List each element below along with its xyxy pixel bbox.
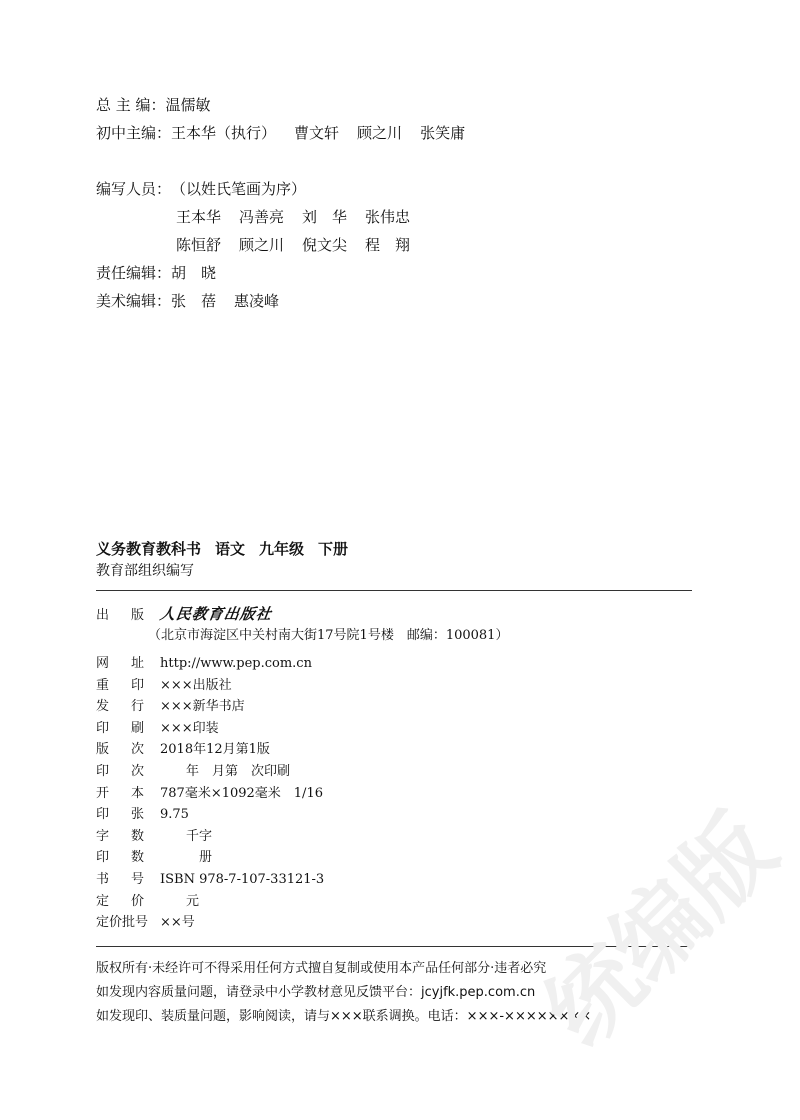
pub-row xyxy=(96,827,212,847)
pub-key xyxy=(96,740,144,760)
pub-row xyxy=(96,784,323,804)
key-char: 张 xyxy=(130,807,144,823)
publisher-address xyxy=(148,626,508,646)
pub-value: 册 xyxy=(160,850,213,866)
approval-key: 定价批号 xyxy=(96,915,149,931)
approval-row xyxy=(96,913,195,933)
pub-key xyxy=(96,827,144,847)
art-editor-row xyxy=(96,288,279,314)
pub-row xyxy=(96,762,290,782)
key-char: 开 xyxy=(96,785,110,801)
pub-row xyxy=(96,848,212,868)
pub-row xyxy=(96,805,189,825)
junior-editor-name: 曹文轩 xyxy=(294,124,340,142)
writers-names-row xyxy=(176,204,410,230)
junior-editor-name: 张笑庸 xyxy=(420,124,466,142)
book-series: 义务教育教科书 xyxy=(96,540,202,558)
key-char: 数 xyxy=(130,828,144,844)
publisher-logo: 人民教育出版社 xyxy=(158,605,274,623)
junior-editor-name: 王本华（执行） xyxy=(171,124,277,142)
print-issue-note: 如发现印、装质量问题，影响阅读，请与×××联系调换。电话：×××-×××××××× xyxy=(96,1009,592,1024)
key-char: 印 xyxy=(96,720,110,736)
pub-row xyxy=(96,740,270,760)
junior-editor-name: 顾之川 xyxy=(357,124,403,142)
pub-key xyxy=(96,784,144,804)
writers-label: 编写人员： xyxy=(96,180,172,198)
pub-key xyxy=(96,870,144,890)
pub-key xyxy=(96,805,144,825)
writers-note: （以姓氏笔画为序） xyxy=(171,180,307,198)
writer-name: 倪文尖 xyxy=(302,236,348,254)
key-char: 印 xyxy=(130,677,144,693)
pub-row xyxy=(96,870,324,890)
pub-key xyxy=(96,654,144,674)
key-char: 定 xyxy=(96,893,110,909)
writer-name: 刘 华 xyxy=(302,208,348,226)
book-title xyxy=(96,538,362,559)
key-char: 价 xyxy=(130,893,144,909)
art-editor-name: 张 蓓 xyxy=(171,292,217,310)
pub-key xyxy=(96,892,144,912)
pub-row xyxy=(96,654,312,674)
divider xyxy=(96,946,692,947)
pub-key xyxy=(96,719,144,739)
pub-value: ×××新华书店 xyxy=(160,699,245,715)
key-char: 发 xyxy=(96,699,110,715)
book-volume: 下册 xyxy=(318,540,349,558)
responsible-editor-name: 胡 晓 xyxy=(171,264,217,282)
key-char: 本 xyxy=(130,785,144,801)
key-char: 次 xyxy=(130,764,144,779)
writer-name: 陈恒舒 xyxy=(176,236,222,254)
pub-value: 千字 xyxy=(160,828,213,844)
junior-editor-row xyxy=(96,120,465,146)
junior-editor-label: 初中主编： xyxy=(96,124,172,142)
art-editor-name: 惠凌峰 xyxy=(234,292,280,310)
key-char: 址 xyxy=(130,656,144,671)
key-char: 次 xyxy=(130,742,144,758)
pub-value: 2018年12月第1版 xyxy=(160,742,270,758)
key-char: 号 xyxy=(130,872,144,887)
writer-name: 张伟忠 xyxy=(365,208,411,226)
key-char: 网 xyxy=(96,656,110,671)
pub-value: 9.75 xyxy=(160,807,189,823)
key-char: 重 xyxy=(96,677,110,693)
key-char: 出 xyxy=(96,608,110,623)
pub-value: ×××出版社 xyxy=(160,677,232,693)
feedback-note: 如发现内容质量问题，请登录中小学教材意见反馈平台：jcyjfk.pep.com.cn xyxy=(96,985,536,1000)
pub-row xyxy=(96,676,232,696)
book-grade: 九年级 xyxy=(259,540,305,558)
watermark: 统编版 xyxy=(524,794,796,1066)
writer-name: 王本华 xyxy=(176,208,222,226)
pub-value: 元 xyxy=(160,893,200,909)
pub-value: 年 月第 次印刷 xyxy=(160,764,291,779)
art-editor-label: 美术编辑： xyxy=(96,292,172,310)
pub-row xyxy=(96,697,245,717)
key-char: 书 xyxy=(96,872,110,887)
pub-key xyxy=(96,676,144,696)
copyright-note: 版权所有·未经许可不得采用任何方式擅自复制或使用本产品任何部分·违者必究 xyxy=(96,961,547,976)
writer-name: 程 翔 xyxy=(365,236,411,254)
chief-editor-label: 总 主 编： xyxy=(96,96,166,114)
address-text: （北京市海淀区中关村南大街17号院1号楼 邮编：100081） xyxy=(148,628,509,643)
key-char: 行 xyxy=(130,699,144,715)
writer-name: 顾之川 xyxy=(239,236,285,254)
divider xyxy=(96,590,692,591)
writers-names-row xyxy=(176,232,410,258)
key-char: 印 xyxy=(96,850,110,866)
pub-row xyxy=(96,892,199,912)
pub-value: ISBN 978-7-107-33121-3 xyxy=(160,872,325,887)
key-char: 刷 xyxy=(130,720,144,736)
publisher-row xyxy=(96,604,272,624)
pub-key xyxy=(96,697,144,717)
writer-name: 冯善亮 xyxy=(239,208,285,226)
pub-value: 787毫米×1092毫米 1/16 xyxy=(160,785,323,801)
key-char: 版 xyxy=(96,742,110,758)
responsible-editor-row xyxy=(96,260,216,286)
pub-value: ×××印装 xyxy=(160,720,219,736)
key-char: 数 xyxy=(130,850,144,866)
book-subject: 语文 xyxy=(215,540,246,558)
chief-editor-name: 温儒敏 xyxy=(165,96,211,114)
pub-value: http://www.pep.com.cn xyxy=(160,656,312,671)
responsible-editor-label: 责任编辑： xyxy=(96,264,172,282)
pub-key xyxy=(96,848,144,868)
pub-key xyxy=(96,762,144,782)
compiled-by: 教育部组织编写 xyxy=(96,563,194,579)
key-char: 版 xyxy=(130,608,144,623)
approval-value: ××号 xyxy=(160,915,195,931)
pub-row xyxy=(96,719,219,739)
pub-key xyxy=(96,606,144,626)
key-char: 字 xyxy=(96,828,110,844)
key-char: 印 xyxy=(96,807,110,823)
writers-row xyxy=(96,176,306,202)
key-char: 印 xyxy=(96,764,110,779)
chief-editor-row xyxy=(96,92,211,118)
